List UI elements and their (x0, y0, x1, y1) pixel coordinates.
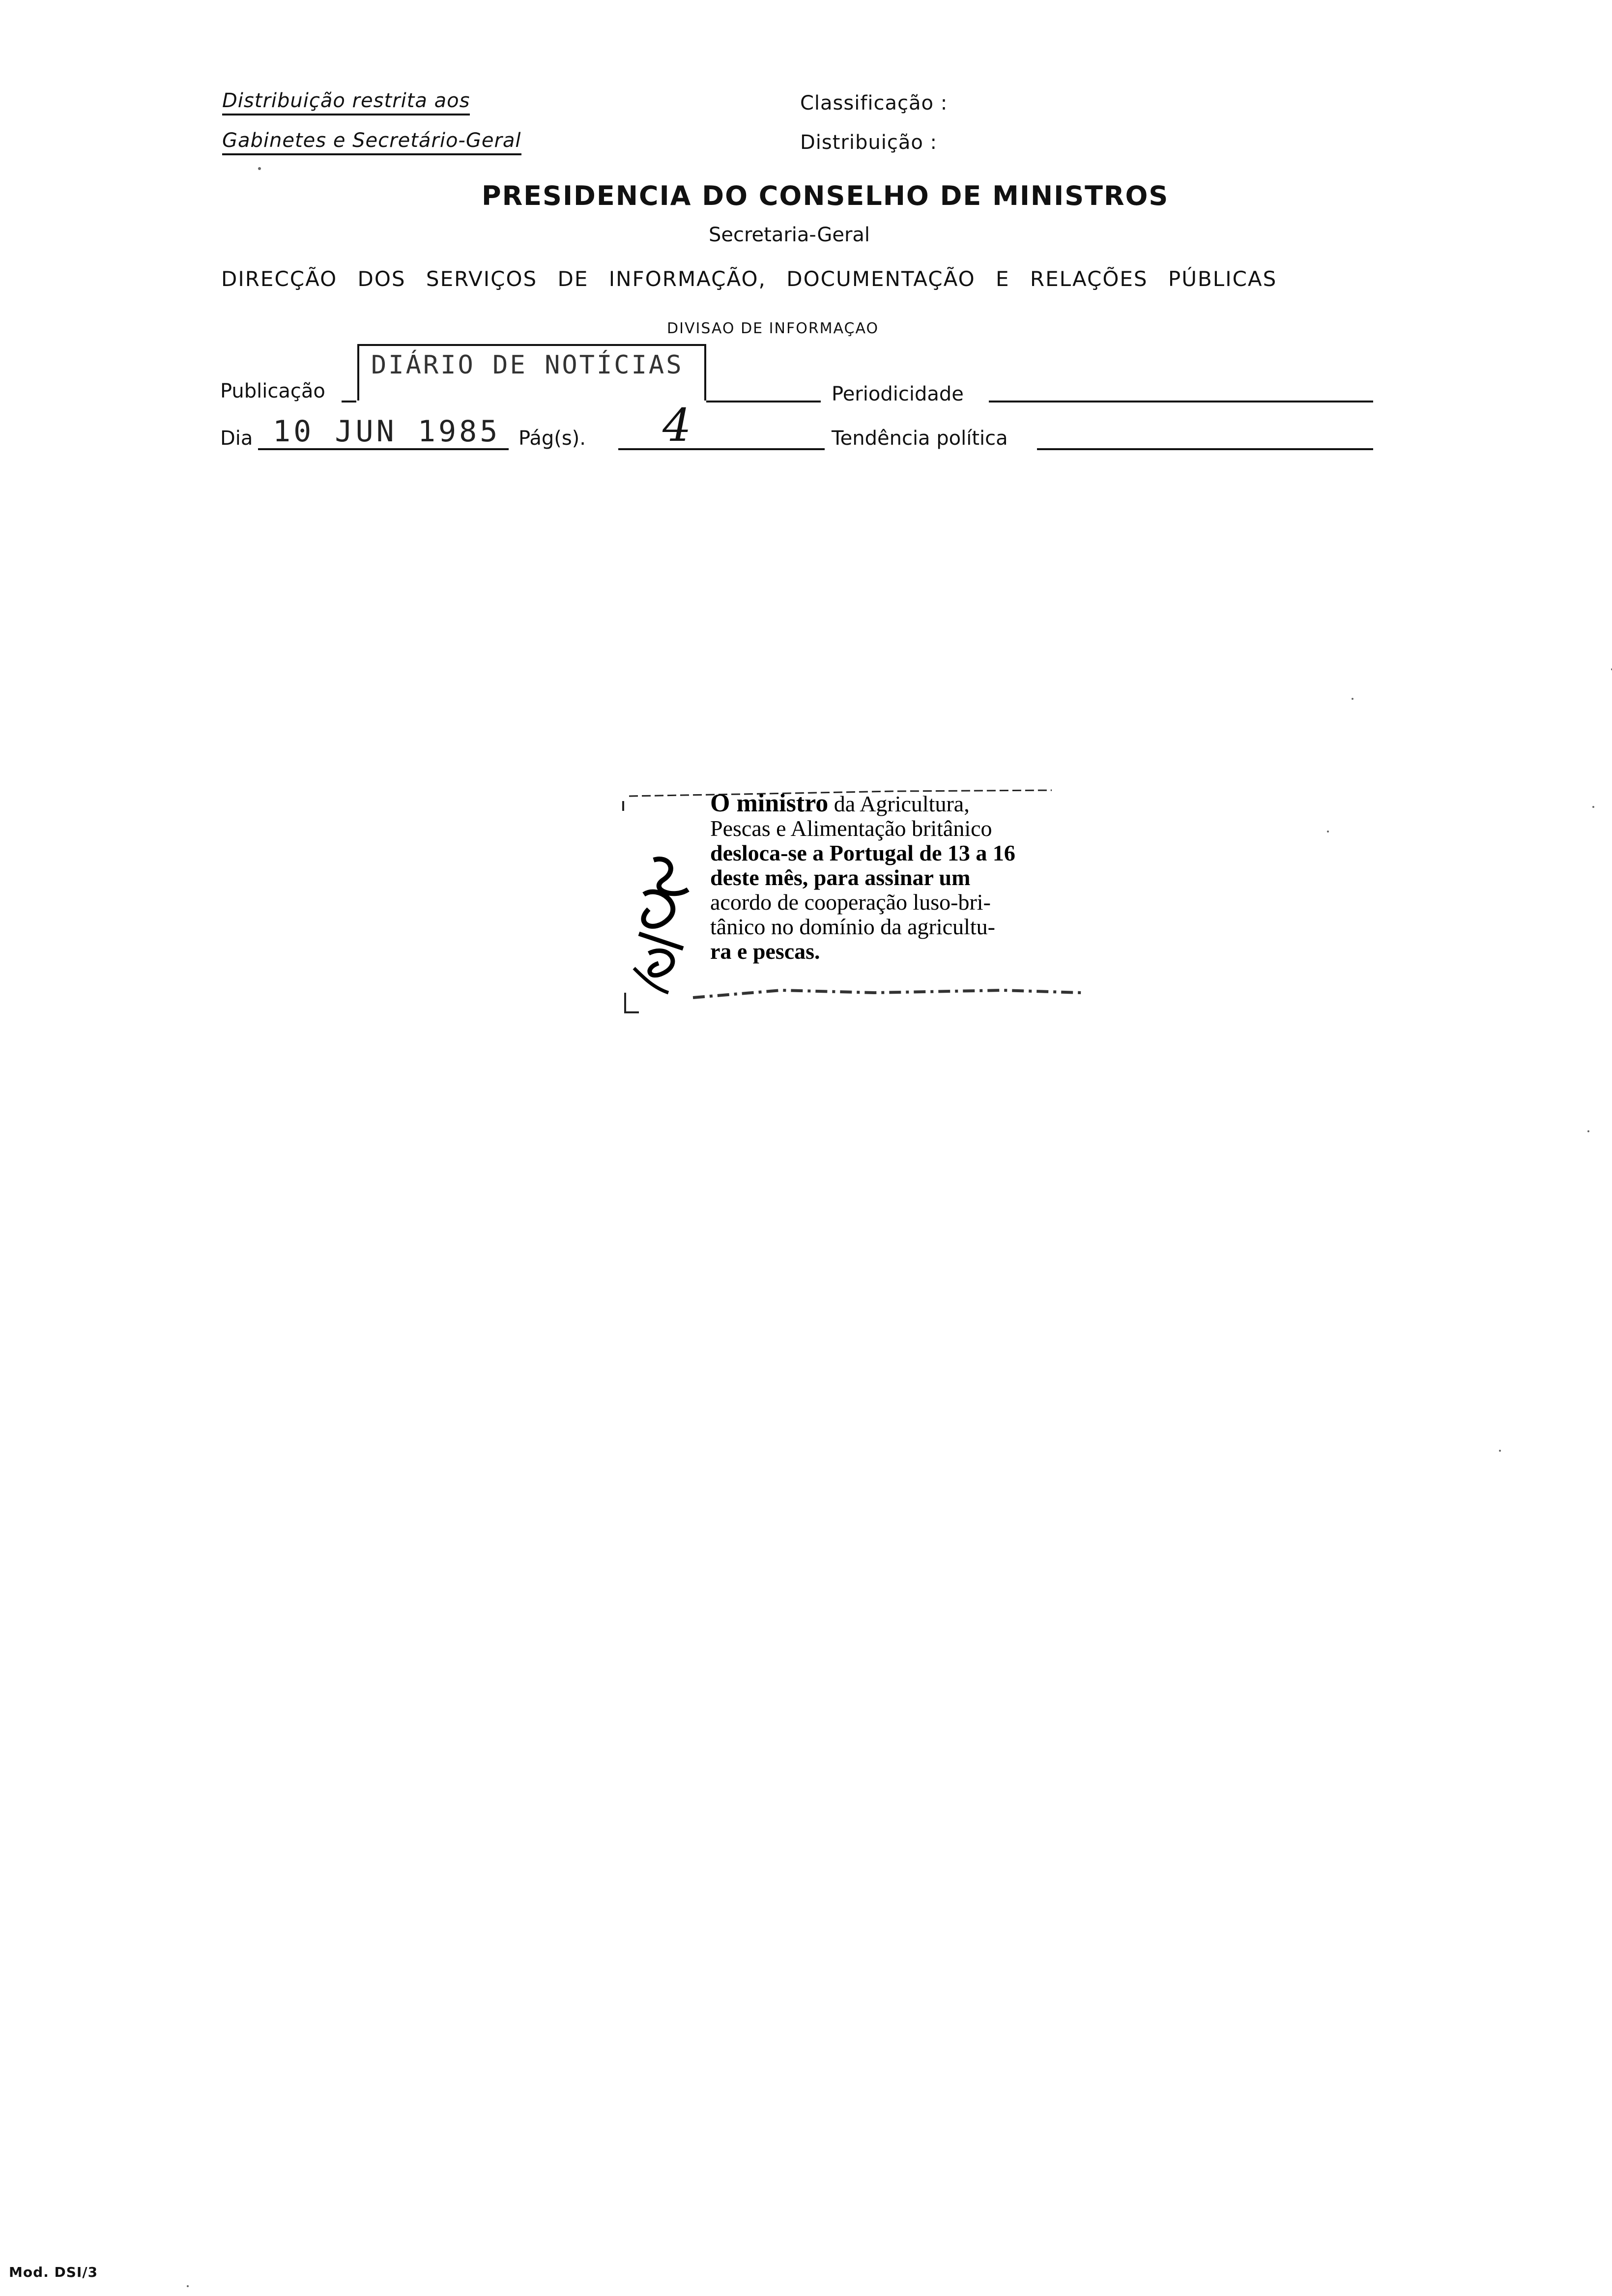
pages-handwritten-value: 4 (662, 399, 691, 452)
scan-speck (1592, 806, 1594, 808)
periodicity-rule (989, 401, 1373, 402)
political-tendency-label: Tendência política (832, 427, 1008, 450)
publication-label: Publicação (220, 380, 325, 402)
pages-label: Pág(s). (518, 427, 586, 450)
clipping-line-3: desloca-se a Portugal de 13 a 16 (710, 840, 1015, 865)
day-label: Dia (220, 427, 253, 450)
clipping-line-6: tânico no domínio da agricultu- (710, 914, 995, 939)
restricted-distribution-line1: Distribuição restrita aos (222, 91, 470, 115)
clipping-line-1-rest: da Agricultura, (834, 791, 970, 816)
clipping-line-4: deste mês, para assinar um (710, 865, 971, 890)
scan-speck (258, 167, 261, 170)
pages-rule (618, 448, 825, 450)
scan-speck (1499, 1450, 1501, 1452)
clipping-line-5: acordo de cooperação luso-bri- (710, 890, 991, 915)
subtitle: Secretaria-Geral (709, 224, 870, 246)
clipping-line-1 (710, 791, 1064, 816)
classification-label: Classificação : (800, 92, 948, 115)
scan-speck (1352, 698, 1353, 700)
division-name: DIVISAO DE INFORMAÇAO (667, 320, 879, 337)
publication-rule-right (706, 401, 821, 402)
scan-speck (1327, 831, 1329, 832)
political-tendency-rule (1037, 448, 1373, 450)
scan-speck (1587, 1130, 1589, 1132)
distribution-label: Distribuição : (800, 131, 938, 154)
publication-rule-left (342, 401, 356, 402)
day-stamp: 10 JUN 1985 (273, 414, 501, 449)
form-model-code: Mod. DSI/3 (9, 2264, 98, 2280)
newspaper-clipping (710, 791, 1064, 964)
clipping-lead: O ministro (710, 789, 829, 817)
clipping-line-7: ra e pescas. (710, 939, 820, 964)
scan-speck (187, 2285, 189, 2287)
handwritten-margin-mark (624, 850, 703, 998)
clipping-line-2: Pescas e Alimentação britânico (710, 816, 992, 841)
department-name: DIRECÇÃO DOS SERVIÇOS DE INFORMAÇÃO, DOCUMENTAÇÃO E RELAÇÕES PÚBLICAS (221, 267, 1277, 291)
day-rule (258, 448, 509, 450)
periodicity-label: Periodicidade (832, 383, 964, 405)
publication-stamp: DIÁRIO DE NOTÍCIAS (357, 344, 706, 401)
page-title: PRESIDENCIA DO CONSELHO DE MINISTROS (482, 180, 1169, 211)
restricted-distribution-line2: Gabinetes e Secretário-Geral (222, 131, 521, 155)
